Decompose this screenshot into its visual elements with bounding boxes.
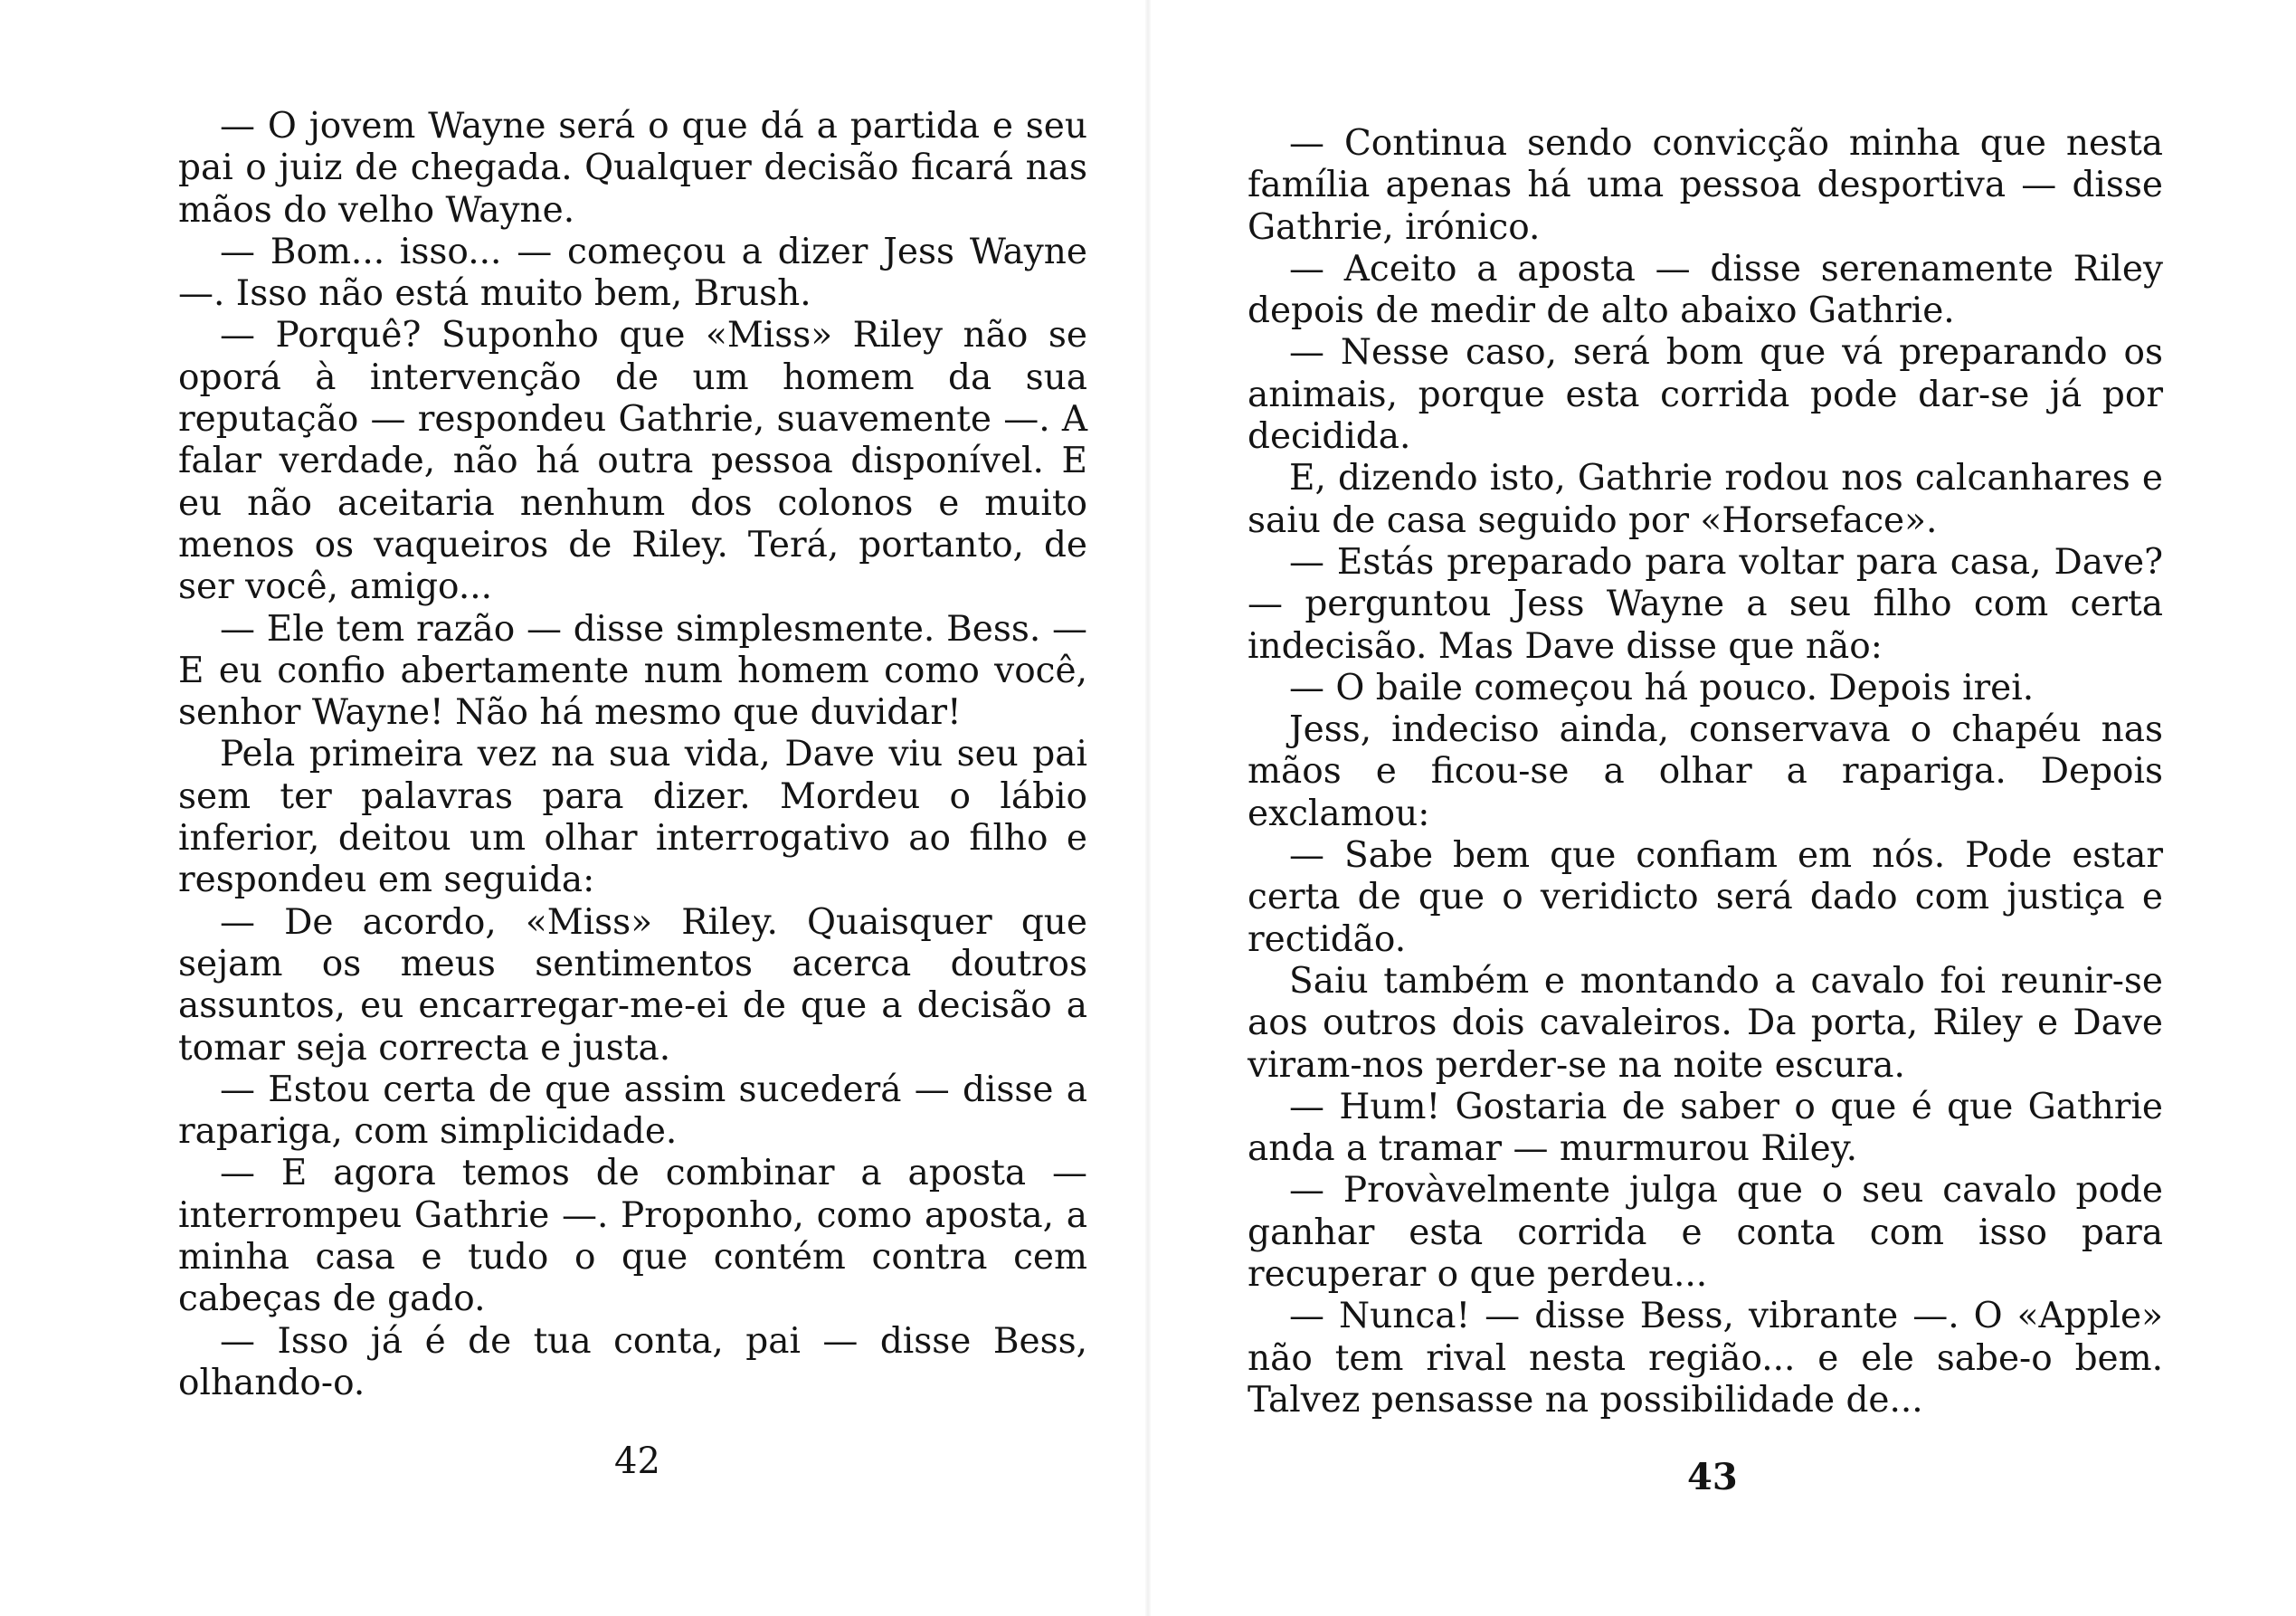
paragraph: — O baile começou há pouco. Depois irei. (1289, 667, 2035, 708)
paragraph: Jess, indeciso ainda, conservava o chapéu nas mãos e ficou-se a olhar a rapariga. Depois exclamou: (1248, 709, 2163, 834)
paragraph: — Isso já é de tua conta, pai — disse Bess, olhando-o. (178, 1320, 1087, 1403)
paragraph: — Aceito a aposta — disse serenamente Riley depois de medir de alto abaixo Gathrie. (1248, 248, 2163, 332)
paragraph: — Estou certa de que assim sucederá — disse a rapariga, com simplicidade. (178, 1069, 1087, 1153)
paragraph: — Sabe bem que confiam em nós. Pode estar certa de que o veridicto será dado com justiça e rectidão. (1248, 835, 2163, 960)
paragraph: — Bom... isso... — começou a dizer Jess Wayne —. Isso não está muito bem, Brush. (178, 231, 1087, 315)
paragraph: — Estás preparado para voltar para casa, Dave? — perguntou Jess Wayne a seu filho com certa indecisão. Mas Dave disse que não: (1248, 541, 2163, 667)
paragraph: — O jovem Wayne será o que dá a partida e seu pai o juiz de chegada. Qualquer decisão ficará nas mãos do velho Wayne. (178, 106, 1087, 231)
page-number: 42 (614, 1440, 660, 1482)
paragraph: — Porquê? Suponho que «Miss» Riley não se oporá à intervenção de um homem da sua reputação — respondeu Gathrie, suavemente —. A falar verdade, não há outra pessoa disponível. E eu não aceitaria nenhum dos colonos e muito menos os vaqueiros de Riley. Terá, portanto, de ser você, amigo... (178, 315, 1087, 608)
right-page (1148, 0, 2296, 1616)
paragraph: — Provàvelmente julga que o seu cavalo pode ganhar esta corrida e conta com isso para recuperar o que perdeu... (1248, 1170, 2163, 1296)
paragraph: — Hum! Gostaria de saber o que é que Gathrie anda a tramar — murmurou Riley. (1248, 1086, 2163, 1170)
paragraph: — De acordo, «Miss» Riley. Quaisquer que sejam os meus sentimentos acerca doutros assuntos, eu encarregar-me-ei de que a decisão a tomar seja correcta e justa. (178, 901, 1087, 1069)
paragraph: — Nesse caso, será bom que vá preparando os animais, porque esta corrida pode dar-se já por decidida. (1248, 332, 2163, 458)
paragraph: Saiu também e montando a cavalo foi reunir-se aos outros dois cavaleiros. Da porta, Riley e Dave viram-nos perder-se na noite escura. (1248, 960, 2163, 1086)
paragraph: — E agora temos de combinar a aposta — interrompeu Gathrie —. Proponho, como aposta, a minha casa e tudo o que contém contra cem cabeças de gado. (178, 1153, 1087, 1320)
paragraph: — Continua sendo convicção minha que nesta família apenas há uma pessoa desportiva — disse Gathrie, irónico. (1248, 123, 2163, 248)
right-page-text (1248, 123, 2163, 1421)
paragraph: — Nunca! — disse Bess, vibrante —. O «Apple» não tem rival nesta região... e ele sabe-o bem. Talvez pensasse na possibilidade de... (1248, 1296, 2163, 1421)
page-number: 43 (1687, 1456, 1738, 1498)
left-page-text (178, 106, 1087, 1404)
paragraph: E, dizendo isto, Gathrie rodou nos calcanhares e saiu de casa seguido por «Horseface». (1248, 458, 2163, 541)
paragraph: — Ele tem razão — disse simplesmente. Bess. — E eu confio abertamente num homem como você, senhor Wayne! Não há mesmo que duvidar! (178, 608, 1087, 734)
paragraph: Pela primeira vez na sua vida, Dave viu seu pai sem ter palavras para dizer. Mordeu o lábio inferior, deitou um olhar interrogativo ao filho e respondeu em seguida: (178, 734, 1087, 901)
